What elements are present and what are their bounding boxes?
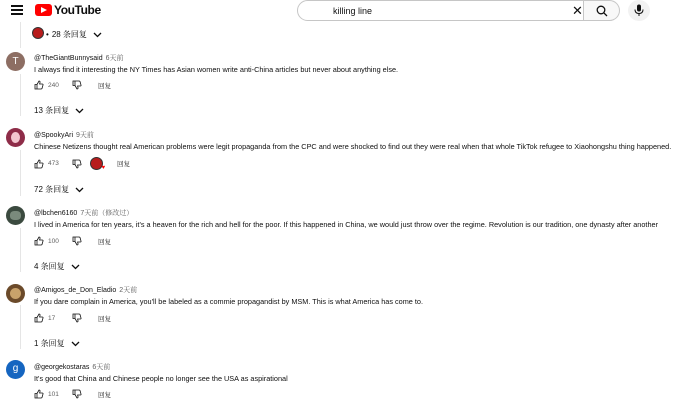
search-box[interactable] — [297, 0, 584, 21]
comment-author[interactable] — [34, 130, 94, 140]
replies-count: 28 条回复 — [51, 30, 87, 39]
replies-toggle[interactable] — [34, 105, 84, 116]
thumbs-down-icon[interactable] — [72, 159, 82, 169]
comment-author[interactable] — [34, 208, 133, 218]
comment-actions — [34, 313, 111, 323]
like-count: 240 — [48, 81, 59, 89]
chevron-down-icon — [75, 108, 84, 114]
voice-search-button[interactable] — [628, 0, 650, 21]
like-count: 17 — [48, 314, 56, 322]
thumbs-up-icon[interactable] — [34, 313, 44, 323]
top-bar — [0, 0, 700, 22]
avatar[interactable] — [6, 206, 25, 225]
thumbs-up-icon[interactable] — [34, 389, 44, 399]
reply-button[interactable]: 回复 — [117, 161, 130, 168]
like-count: 473 — [48, 160, 59, 167]
comment-text: If you dare complain in America, you'll be labeled as a commie propagandist by MSM. This is what America has come to. — [34, 297, 423, 306]
chevron-down-icon — [71, 341, 80, 347]
thread-line — [20, 22, 21, 48]
comment-author[interactable] — [34, 285, 137, 295]
thread-line — [20, 228, 21, 272]
comment-actions — [34, 236, 111, 246]
thread-line — [20, 305, 21, 349]
reply-button[interactable]: 回复 — [98, 238, 111, 246]
replies-count: 1 条回复 — [34, 339, 65, 348]
author-name[interactable]: @lbchen6160 — [34, 210, 78, 217]
logo-text: YouTube — [54, 3, 101, 17]
reply-button[interactable]: 回复 — [98, 82, 111, 90]
avatar-image — [10, 288, 21, 299]
thumbs-down-icon[interactable] — [72, 313, 82, 323]
avatar-image — [10, 211, 21, 220]
search-button[interactable] — [584, 0, 620, 21]
replies-count: 4 条回复 — [34, 262, 65, 271]
chevron-down-icon — [71, 264, 80, 270]
play-icon — [35, 4, 52, 16]
close-icon[interactable]: ✕ — [572, 3, 583, 18]
comment-author[interactable] — [34, 362, 110, 372]
comment-text: I always find it interesting the NY Times has Asian women write anti-China articles but never about anything else. — [34, 65, 399, 74]
comment-time: 7天前（修改过） — [80, 210, 134, 217]
heart-icon: ♥ — [101, 165, 105, 171]
author-name[interactable]: @georgekostaras — [34, 364, 90, 371]
comment-author[interactable] — [34, 53, 124, 63]
author-name[interactable]: @TheGiantBunnysaid — [34, 55, 103, 62]
comment-text: Chinese Netizens thought real American problems were legit propaganda from the CPC and were shocked to find out they were real when that whole TikTok refugee to Xiaohongshu thing happened. — [34, 142, 672, 151]
comment-text: It's good that China and Chinese people no longer see the USA as aspirational — [34, 374, 288, 383]
replies-count: 72 条回复 — [34, 185, 70, 194]
comment-text: I lived in America for ten years, it's a heaven for the rich and hell for the poor. If this happened in China, we would just throw over the regime. Revolution is our tradition, one dynasty after another — [34, 220, 658, 229]
thumbs-down-icon[interactable] — [72, 236, 82, 246]
reply-button[interactable]: 回复 — [98, 315, 111, 323]
replies-toggle[interactable] — [34, 338, 80, 349]
thumbs-up-icon[interactable] — [34, 159, 44, 169]
separator-dot: • — [46, 30, 49, 39]
reply-button[interactable]: 回复 — [98, 391, 111, 399]
thumbs-down-icon[interactable] — [72, 389, 82, 399]
avatar[interactable]: T — [6, 52, 25, 71]
search-icon — [596, 5, 608, 17]
thread-line — [20, 74, 21, 116]
comment-actions — [34, 389, 111, 399]
replies-toggle[interactable] — [34, 184, 84, 195]
avatar[interactable] — [6, 128, 25, 147]
avatar-face — [11, 132, 20, 143]
like-count: 100 — [48, 237, 59, 245]
comment-time: 6天前 — [92, 364, 111, 371]
thread-line — [20, 150, 21, 196]
author-name[interactable]: @Amigos_de_Don_Eladio — [34, 287, 117, 294]
like-count: 101 — [48, 390, 59, 398]
author-name[interactable]: @SpookyAri — [34, 132, 74, 139]
comment-time: 2天前 — [119, 287, 138, 294]
creator-avatar — [32, 27, 44, 39]
comment-actions — [34, 80, 111, 90]
thumbs-down-icon[interactable] — [72, 80, 82, 90]
menu-icon[interactable] — [11, 5, 23, 15]
search-input[interactable] — [333, 4, 553, 18]
youtube-logo[interactable] — [35, 3, 101, 17]
chevron-down-icon — [93, 32, 102, 38]
comment-time: 9天前 — [76, 132, 94, 139]
thumbs-up-icon[interactable] — [34, 80, 44, 90]
avatar[interactable] — [6, 284, 25, 303]
replies-toggle[interactable] — [34, 261, 80, 272]
chevron-down-icon — [75, 187, 84, 193]
comment-actions — [34, 157, 130, 170]
microphone-icon — [634, 4, 644, 17]
avatar[interactable]: g — [6, 360, 25, 379]
replies-count: 13 条回复 — [34, 106, 70, 115]
replies-toggle[interactable] — [46, 29, 102, 40]
thumbs-up-icon[interactable] — [34, 236, 44, 246]
creator-heart-avatar — [90, 157, 103, 170]
comment-time: 6天前 — [105, 55, 124, 62]
